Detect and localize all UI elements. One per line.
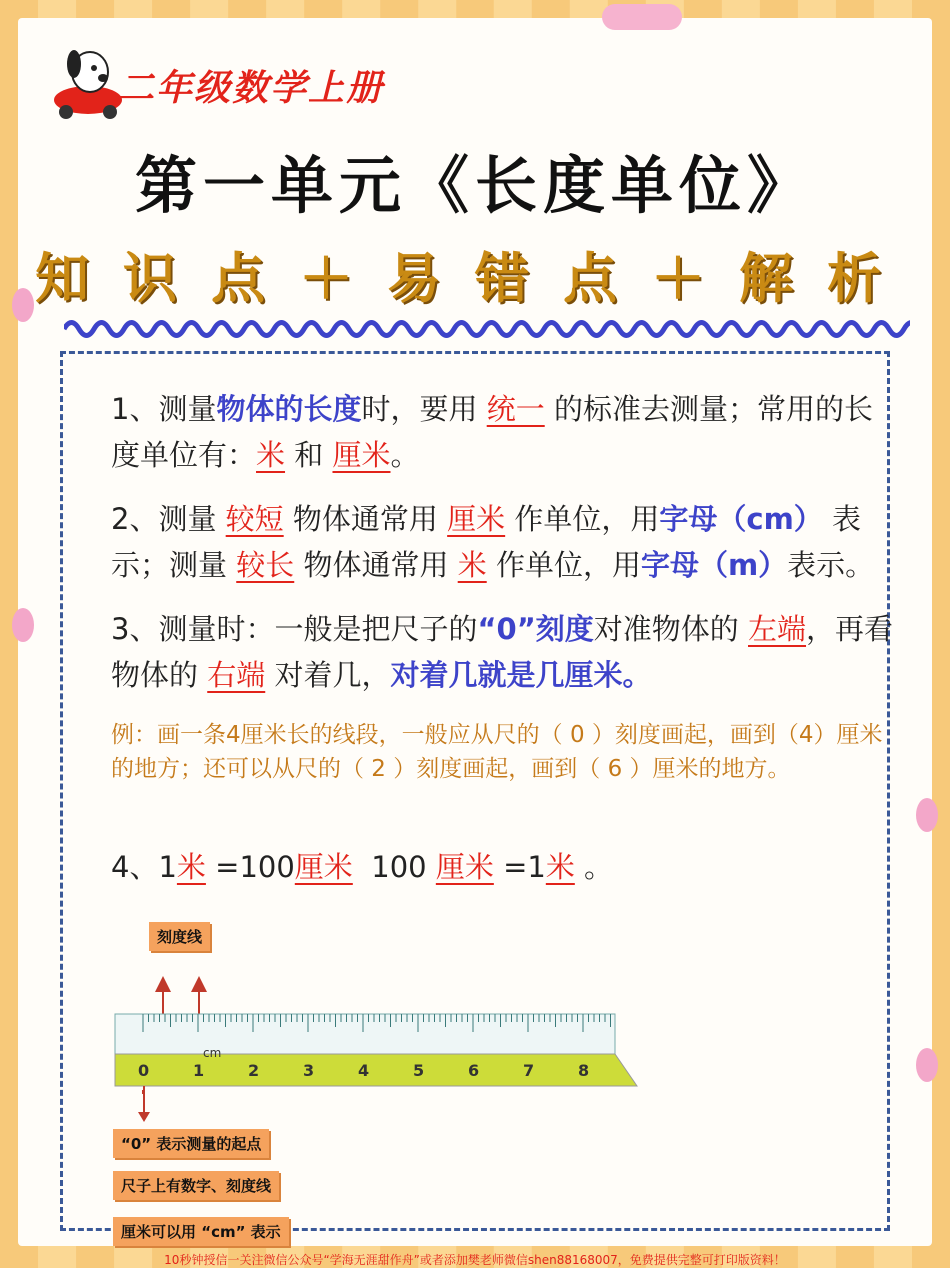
ruler-number: 5: [413, 1061, 425, 1080]
footer-text: 10秒钟授信一关注微信公众号“学海无涯甜作舟”或者添加樊老师微信shen88168007，免费提供完整可打印版资料！: [164, 1253, 786, 1267]
decor-blob: [916, 1048, 938, 1082]
ruler-number: 1: [193, 1061, 205, 1080]
point-2: 2、测量 较短 物体通常用 厘米 作单位，用字母（cm） 表示；测量 较长 物体通常用 米 作单位，用字母（m）表示。: [111, 502, 875, 582]
point-4: 4、1米 =100厘米 100 厘米 =1米 。: [111, 850, 614, 884]
ruler-number: 6: [468, 1061, 480, 1080]
grade-title: 二年级数学上册: [118, 68, 385, 109]
ruler-number: 0: [138, 1061, 150, 1080]
arrow-icon: [134, 1086, 154, 1126]
decor-blob: [602, 4, 682, 30]
decor-blob: [916, 798, 938, 832]
ruler: [113, 944, 673, 1094]
dog-car-mascot-icon: [48, 42, 128, 122]
ruler-number: 3: [303, 1061, 315, 1080]
wave-divider: [64, 314, 910, 344]
tick-mark-tag: 刻度线: [149, 922, 210, 951]
ruler-number: 8: [578, 1061, 590, 1080]
sub-title: 知识点＋易错点＋解析: [35, 247, 915, 310]
ruler-number: 2: [248, 1061, 260, 1080]
ruler-number: 4: [358, 1061, 370, 1080]
decor-blob: [12, 608, 34, 642]
page-paper: [18, 18, 932, 1246]
ruler-note: “0” 表示测量的起点: [113, 1129, 269, 1158]
unit-label: cm: [203, 1046, 222, 1060]
ruler-number: 7: [523, 1061, 535, 1080]
point-3: 3、测量时：一般是把尺子的“0”刻度对准物体的 左端，再看物体的 右端 对着几，对着几就是几厘米。: [111, 612, 894, 692]
content-box: [60, 351, 894, 1241]
example-text: 例：画一条4厘米长的线段，一般应从尺的（ 0 ）刻度画起，画到（4）厘米的地方；还可以从尺的（ 2 ）刻度画起，画到（ 6 ）厘米的地方。: [111, 722, 883, 782]
point-1: 1、测量物体的长度时，要用 统一 的标准去测量；常用的长度单位有：米 和 厘米。: [111, 392, 873, 472]
ruler-note: 厘米可以用 “cm” 表示: [113, 1217, 289, 1246]
unit-title: 第一单元《长度单位》: [134, 149, 815, 222]
ruler-diagram: [113, 914, 673, 1241]
ruler-note: 尺子上有数字、刻度线: [113, 1171, 279, 1200]
